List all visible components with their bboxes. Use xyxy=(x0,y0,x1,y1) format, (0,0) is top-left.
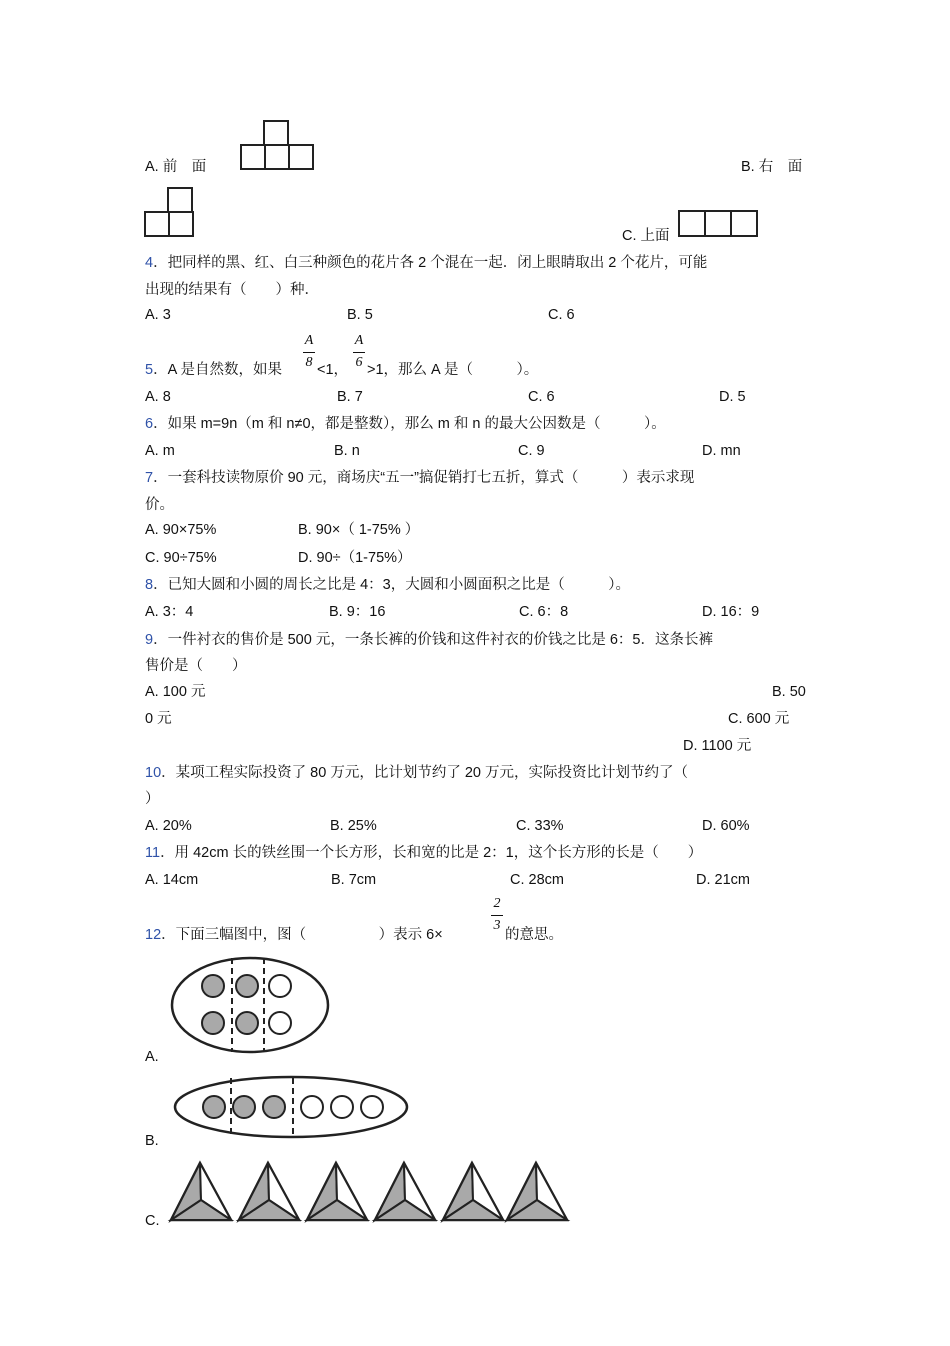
q3-option-b: B. 右 面 xyxy=(741,159,803,175)
q5-option-a: A. 8 xyxy=(145,389,171,405)
q6-stem: 6．如果 m=9n（m 和 n≠0，都是整数），那么 m 和 n 的最大公因数是（ ）。 xyxy=(145,416,666,432)
q11-stem: 11．用 42cm 长的铁丝围一个长方形，长和宽的比是 2：1，这个长方形的长是（ ） xyxy=(145,845,703,861)
q8-option-a: A. 3：4 xyxy=(145,604,194,620)
q7-option-b: B. 90×（ 1-75% ） xyxy=(298,522,420,538)
q11-option-d: D. 21cm xyxy=(696,872,750,888)
q4-stem-line1: 4．把同样的黑、红、白三种颜色的花片各 2 个混在一起．闭上眼睛取出 2 个花片，可能 xyxy=(145,255,708,271)
q9-option-a: A. 100 元 xyxy=(145,684,206,700)
q9-option-d: D. 1100 元 xyxy=(683,738,752,754)
q5-number: 5 xyxy=(145,362,154,378)
q12-figure-c-triangles xyxy=(168,1160,570,1222)
q3-right-view-figure xyxy=(144,187,194,237)
q7-option-c: C. 90÷75% xyxy=(145,550,217,566)
q6-number: 6 xyxy=(145,416,154,432)
q12-figure-a-ellipse-circles xyxy=(170,955,330,1055)
q4-option-b: B. 5 xyxy=(347,307,373,323)
q12-figure-b-ellipse-circles xyxy=(173,1075,409,1139)
q12-option-b: B. xyxy=(145,1133,159,1149)
q11-option-b: B. 7cm xyxy=(331,872,377,888)
q8-option-c: C. 6：8 xyxy=(519,604,569,620)
q9-stem-line1: 9．一件衬衣的售价是 500 元，一条长裤的价钱和这件衬衣的价钱之比是 6：5．这条长裤 xyxy=(145,632,713,648)
q5-stem-post: >1，那么 A 是（ ）。 xyxy=(367,362,539,378)
q8-number: 8 xyxy=(145,577,154,593)
q7-stem-line1: 7．一套科技读物原价 90 元，商场庆“五一”搞促销打七五折，算式（ ）表示求现 xyxy=(145,470,695,486)
q10-number: 10 xyxy=(145,765,162,781)
q12-number: 12 xyxy=(145,927,162,943)
q6-option-b: B. n xyxy=(334,443,360,459)
q10-option-a: A. 20% xyxy=(145,818,192,834)
q4-number: 4 xyxy=(145,255,154,271)
q3-option-a: A. 前 面 xyxy=(145,159,207,175)
q7-option-d: D. 90÷（1-75%） xyxy=(298,550,412,566)
q3-front-view-figure xyxy=(240,120,314,170)
q7-number: 7 xyxy=(145,470,154,486)
q3-top-view-figure xyxy=(678,210,758,237)
q5-option-c: C. 6 xyxy=(528,389,555,405)
q9-option-b-part1: B. 50 xyxy=(772,684,806,700)
q7-stem-line2: 价。 xyxy=(145,497,174,513)
q9-option-c: C. 600 元 xyxy=(728,711,790,727)
q6-option-d: D. mn xyxy=(702,443,741,459)
q11-number: 11 xyxy=(145,845,161,861)
q4-option-c: C. 6 xyxy=(548,307,575,323)
q12-option-a: A. xyxy=(145,1049,159,1065)
q7-option-a: A. 90×75% xyxy=(145,522,217,538)
q9-number: 9 xyxy=(145,632,154,648)
q8-stem: 8．已知大圆和小圆的周长之比是 4：3，大圆和小圆面积之比是（ ）。 xyxy=(145,577,630,593)
q5-stem: 5．A 是自然数，如果 xyxy=(145,362,282,378)
q9-option-b-part2: 0 元 xyxy=(145,711,172,727)
q8-option-b: B. 9：16 xyxy=(329,604,386,620)
q11-option-a: A. 14cm xyxy=(145,872,199,888)
q12-stem: 12．下面三幅图中，图（ ）表示 6× xyxy=(145,927,443,943)
q3-option-c: C. 上面 xyxy=(622,228,670,244)
q11-option-c: C. 28cm xyxy=(510,872,564,888)
q12-stem-post: 的意思。 xyxy=(505,927,563,943)
q5-option-b: B. 7 xyxy=(337,389,363,405)
q10-stem-line2: ） xyxy=(145,791,160,807)
q6-option-c: C. 9 xyxy=(518,443,545,459)
q5-stem-mid: <1， xyxy=(317,362,349,378)
q10-stem-line1: 10．某项工程实际投资了 80 万元，比计划节约了 20 万元，实际投资比计划节约了（ xyxy=(145,765,689,781)
q9-stem-line2: 售价是（ ） xyxy=(145,658,247,674)
q8-option-d: D. 16：9 xyxy=(702,604,760,620)
q12-option-c: C. xyxy=(145,1213,160,1229)
q6-option-a: A. m xyxy=(145,443,175,459)
q4-option-a: A. 3 xyxy=(145,307,171,323)
q4-stem-line2: 出现的结果有（ ）种． xyxy=(145,282,319,298)
q10-option-c: C. 33% xyxy=(516,818,564,834)
q10-option-d: D. 60% xyxy=(702,818,750,834)
q10-option-b: B. 25% xyxy=(330,818,377,834)
q5-option-d: D. 5 xyxy=(719,389,746,405)
